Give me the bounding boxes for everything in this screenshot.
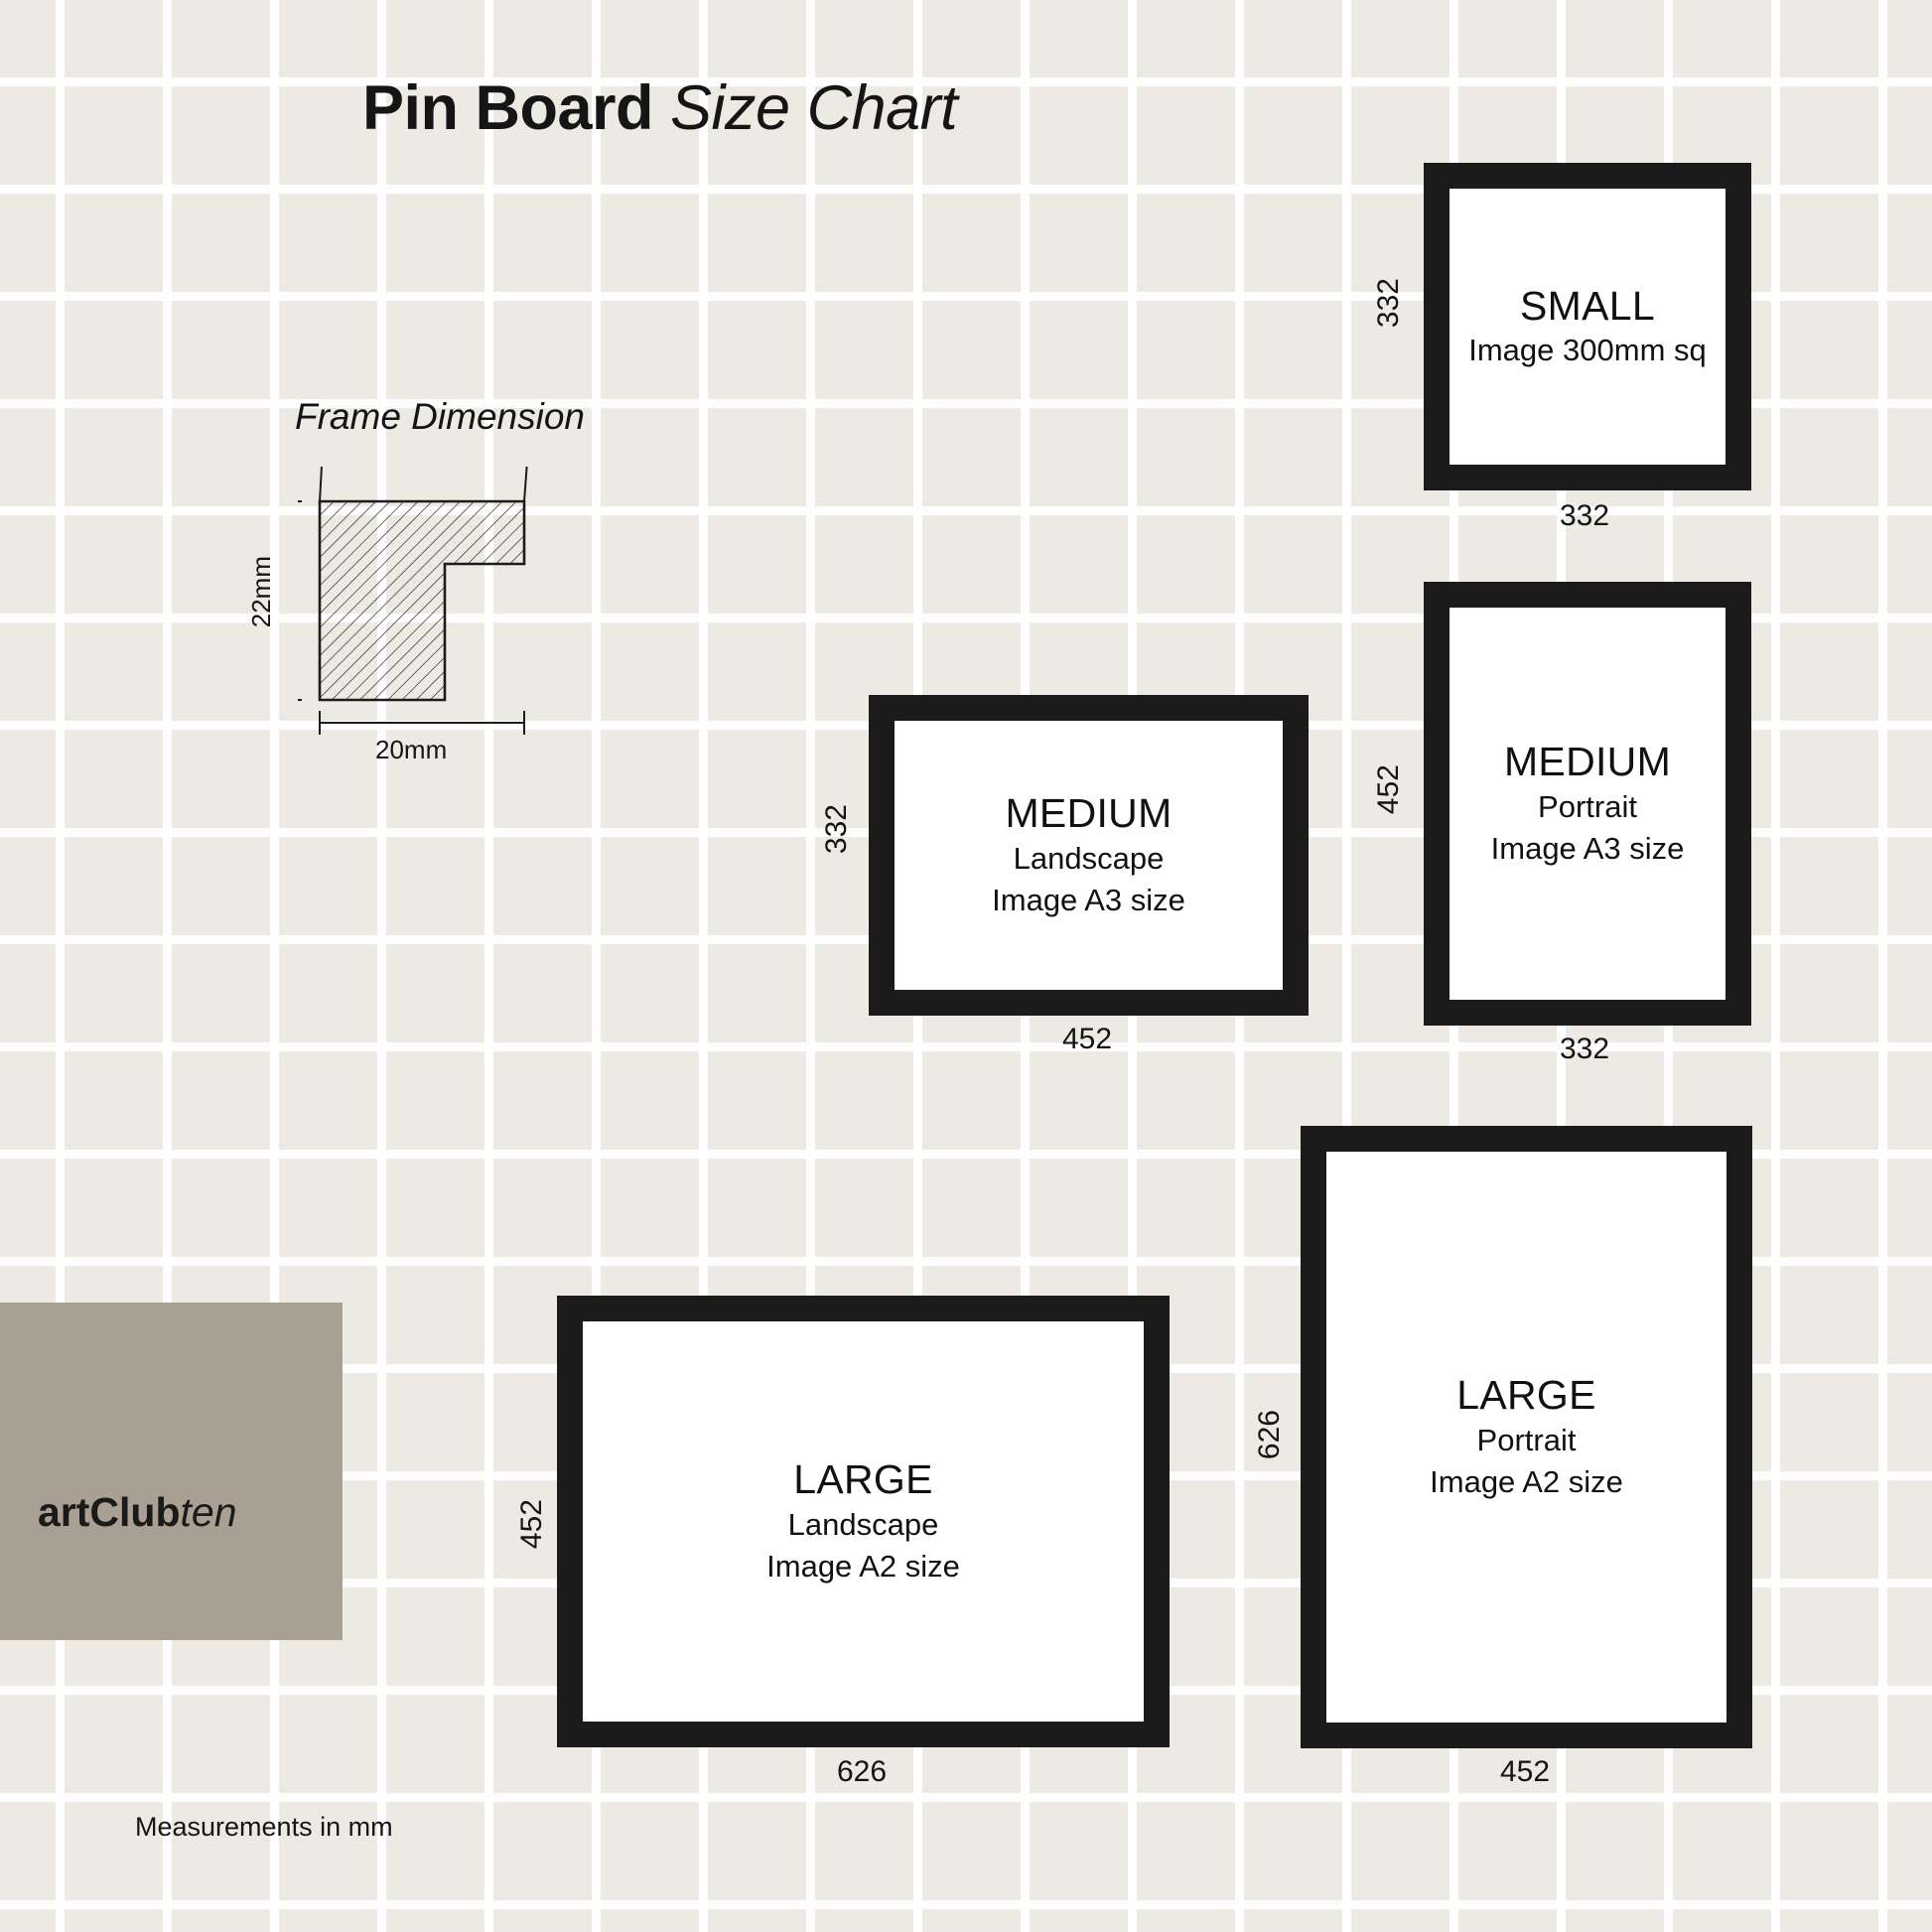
profile-width-label: 20mm	[375, 735, 448, 764]
frame-large-portrait[interactable]	[1301, 1126, 1752, 1748]
title-italic: Size Chart	[670, 73, 958, 143]
frame-large-portrait-height-label: 626	[1253, 1410, 1286, 1460]
logo-text	[38, 1489, 237, 1536]
frame-medium-landscape-orientation: Landscape	[1013, 840, 1165, 876]
frame-medium-portrait-height-label: 452	[1372, 764, 1405, 815]
frame-large-portrait-width-label: 452	[1500, 1755, 1551, 1788]
frame-medium-landscape-name: MEDIUM	[1005, 790, 1173, 837]
frame-large-landscape-image: Image A2 size	[766, 1548, 960, 1584]
logo-text-italic: ten	[180, 1488, 237, 1535]
frame-medium-landscape[interactable]	[869, 695, 1309, 1016]
frame-large-landscape-mount	[583, 1321, 1144, 1722]
frame-medium-portrait-width-label: 332	[1560, 1033, 1610, 1065]
profile-height-label: 22mm	[246, 556, 276, 628]
measurement-footnote: Measurements in mm	[135, 1812, 393, 1842]
frame-large-landscape-orientation: Landscape	[787, 1506, 939, 1542]
title-bold: Pin Board	[362, 73, 671, 143]
frame-medium-portrait-orientation: Portrait	[1538, 788, 1637, 824]
frame-medium-landscape-image: Image A3 size	[992, 882, 1185, 917]
frame-medium-portrait[interactable]	[1424, 582, 1751, 1026]
frame-medium-portrait-mount	[1449, 608, 1725, 1000]
frame-dimension-heading: Frame Dimension	[295, 396, 585, 437]
frame-medium-landscape-height-label: 332	[820, 804, 853, 855]
frame-large-landscape-height-label: 452	[515, 1499, 548, 1550]
brand-logo	[0, 1303, 343, 1640]
frame-small-width-label: 332	[1560, 499, 1610, 532]
logo-text-bold: artClub	[38, 1488, 181, 1535]
frame-small-image: Image 300mm sq	[1468, 333, 1707, 368]
frame-medium-landscape-mount	[895, 721, 1283, 990]
frame-large-portrait-image: Image A2 size	[1430, 1463, 1623, 1499]
frame-large-landscape[interactable]	[557, 1296, 1170, 1747]
frame-small-mount	[1449, 189, 1725, 465]
frame-large-landscape-width-label: 626	[837, 1755, 888, 1788]
frame-small-name: SMALL	[1520, 282, 1655, 329]
frame-large-landscape-name: LARGE	[793, 1456, 933, 1503]
frame-medium-portrait-image: Image A3 size	[1490, 830, 1685, 866]
frame-small-height-label: 332	[1372, 278, 1405, 329]
page-title	[362, 72, 957, 144]
frame-small[interactable]	[1424, 163, 1751, 490]
frame-medium-landscape-width-label: 452	[1062, 1023, 1113, 1055]
frame-large-portrait-mount	[1326, 1152, 1726, 1723]
frame-profile-svg	[298, 467, 715, 764]
frame-large-portrait-name: LARGE	[1456, 1372, 1596, 1419]
frame-medium-portrait-name: MEDIUM	[1503, 739, 1672, 785]
frame-profile-diagram	[246, 467, 715, 764]
frame-large-portrait-orientation: Portrait	[1476, 1422, 1577, 1457]
